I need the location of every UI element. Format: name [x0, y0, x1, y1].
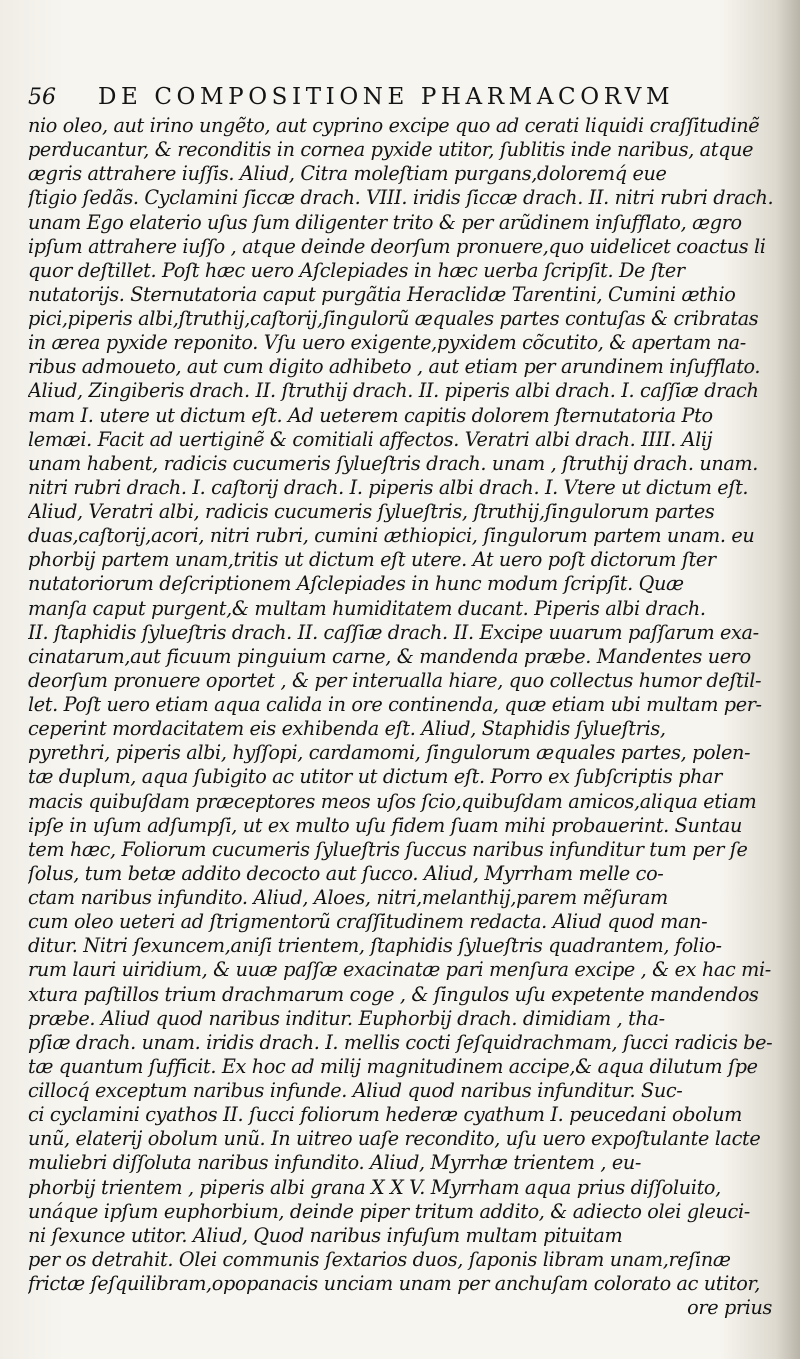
text-line: ceperint mordacitatem eis exhibenda eſt. Aliud, Staphidis ſylueſtris,	[28, 717, 666, 741]
text-line: II. ſtaphidis ſylueſtris drach. II. caſſiæ drach. II. Excipe uuarum paſſarum exa-	[28, 620, 759, 644]
text-line: cum oleo ueteri ad ſtrigmentorũ craſſitudinem redacta. Aliud quod man-	[28, 910, 708, 934]
running-title: DE COMPOSITIONE PHARMACORVM	[98, 84, 675, 110]
text-line: unam habent, radicis cucumeris ſylueſtris drach. unam , ſtruthij drach. unam.	[28, 451, 759, 475]
text-line: ipſum attrahere iuſſo , atque deinde deorſum pronuere,quo uidelicet coactus li	[28, 234, 766, 258]
text-line: tæ quantum ſufficit. Ex hoc ad milij magnitudinem accipe,& aqua dilutum ſpe	[28, 1054, 758, 1078]
text-line: macis quibuſdam præceptores meos uſos ſcio,quibuſdam amicos,aliqua etiam	[28, 789, 757, 813]
text-line: per os detrahit. Olei communis ſextarios duos, ſaponis libram unam,reſinæ	[28, 1247, 731, 1271]
text-line: nio oleo, aut irino ungẽto, aut cyprino excipe quo ad cerati liquidi craſſitudinẽ	[28, 114, 760, 137]
text-line: nutatoriorum deſcriptionem Aſclepiades in hunc modum ſcripſit. Quæ	[28, 572, 684, 596]
text-line: frictæ ſeſquilibram,opopanacis unciam unam per anchuſam colorato ac utitor,	[28, 1272, 760, 1295]
text-line: ſolus, tum betæ addito decocto aut ſucco. Aliud, Myrrham melle co-	[28, 861, 664, 885]
text-line: ni ſexunce utitor. Aliud, Quod naribus infuſum multam pituitam	[28, 1223, 623, 1247]
text-line: xtura paſtillos trium drachmarum coge , & ſingulos uſu expetente mandendos	[28, 982, 759, 1006]
text-line: manſa caput purgent,& multam humiditatem ducant. Piperis albi drach.	[28, 596, 706, 620]
text-line: Aliud, Veratri albi, radicis cucumeris ſylueſtris, ſtruthij,ſingulorum partes	[28, 500, 715, 523]
text-line: cinatarum,aut ficuum pinguium carne, & mandenda præbe. Mandentes uero	[28, 644, 751, 668]
text-line: rum lauri uiridium, & uuæ paſſæ exacinatæ pari menſura excipe , & ex hac mi-	[28, 958, 771, 982]
catchword: ore prius	[687, 1296, 772, 1320]
text-line: lemæi. Facit ad uertiginẽ & comitiali affectos. Veratri albi drach. IIII. Alij	[28, 427, 713, 451]
page-number: 56	[28, 85, 56, 110]
text-line: phorbij partem unam,tritis ut dictum eſt utere. At uero poſt dictorum ſter	[28, 548, 716, 572]
text-line: mam I. utere ut dictum eſt. Ad ueterem capitis dolorem ſternutatoria Pto	[28, 403, 713, 427]
text-line: unũ, elaterij obolum unũ. In uitreo uaſe recondito, uſu uero expoſtulante lacte	[28, 1127, 761, 1151]
text-line: perducantur, & reconditis in cornea pyxide utitor, ſublitis inde naribus, atque	[28, 138, 754, 162]
page-header	[28, 84, 773, 114]
text-line: ſtigio ſedãs. Cyclamini ſiccæ drach. VIII. iridis ſiccæ drach. II. nitri rubri drach.	[28, 186, 774, 210]
text-line: phorbij trientem , piperis albi grana X X V. Myrrham aqua prius diſſoluito,	[28, 1175, 721, 1199]
text-line: pici,piperis albi,ſtruthij,caſtorij,ſingulorũ æquales partes contuſas & cribratas	[28, 307, 759, 330]
text-line: duas,caſtorij,acori, nitri rubri, cumini æthiopici, ſingulorum partem unam. eu	[28, 524, 755, 548]
text-line: ægris attrahere iuſſis. Aliud, Citra moleſtiam purgans,doloremq́ eue	[28, 162, 667, 186]
text-line: let. Poſt uero etiam aqua calida in ore continenda, quæ etiam ubi multam per-	[28, 693, 762, 716]
text-line: tem hæc, Foliorum cucumeris ſylueſtris ſuccus naribus infunditur tum per ſe	[28, 837, 748, 861]
text-line: nitri rubri drach. I. caſtorij drach. I. piperis albi drach. I. Vtere ut dictum eſt.	[28, 475, 749, 499]
text-line: ditur. Nitri ſexuncem,aniſi trientem, ſtaphidis ſylueſtris quadrantem, folio-	[28, 934, 722, 958]
text-line: unam Ego elaterio uſus ſum diligenter trito & per arũdinem inſufflato, ægro	[28, 210, 742, 234]
text-line: deorſum pronuere oportet , & per interualla hiare, quo collectus humor deſtil-	[28, 668, 762, 692]
text-line: Aliud, Zingiberis drach. II. ſtruthij drach. II. piperis albi drach. I. caſſiæ drach	[28, 379, 759, 403]
text-line: unáque ipſum euphorbium, deinde piper tritum addito, & adiecto olei gleuci-	[28, 1199, 750, 1223]
text-line: quor deſtillet. Poſt hæc uero Aſclepiades in hæc uerba ſcripſit. De ſter	[28, 258, 685, 282]
text-line: pyrethri, piperis albi, hyſſopi, cardamomi, ſingulorum æquales partes, polen-	[28, 741, 751, 765]
text-line: pſiæ drach. unam. iridis drach. I. mellis cocti ſeſquidrachmam, ſucci radicis be-	[28, 1030, 773, 1054]
text-line: nutatorijs. Sternutatoria caput purgãtia Heraclidæ Tarentini, Cumini æthio	[28, 282, 736, 306]
text-line: tæ duplum, aqua ſubigito ac utitor ut dictum eſt. Porro ex ſubſcriptis phar	[28, 765, 722, 789]
text-line: cillocq́ exceptum naribus infunde. Aliud quod naribus infunditur. Suc-	[28, 1079, 683, 1102]
text-line: ci cyclamini cyathos II. ſucci foliorum hederæ cyathum I. peucedani obolum	[28, 1103, 743, 1127]
text-line: in ærea pyxide reponito. Vſu uero exigente,pyxidem cõcutito, & apertam na-	[28, 331, 746, 355]
text-line: ribus admoueto, aut cum digito adhibeto , aut etiam per arundinem inſufflato.	[28, 355, 761, 379]
text-line: ctam naribus infundito. Aliud, Aloes, nitri,melanthij,parem mẽſuram	[28, 886, 668, 909]
text-line: præbe. Aliud quod naribus inditur. Euphorbij drach. dimidiam , tha-	[28, 1006, 665, 1030]
text-line: ipſe in uſum adſumpſi, ut ex multo uſu fidem ſuam mihi probauerint. Suntau	[28, 813, 742, 837]
text-line: muliebri diſſoluta naribus infundito. Aliud, Myrrhæ trientem , eu-	[28, 1151, 642, 1175]
body-text	[28, 114, 778, 1320]
